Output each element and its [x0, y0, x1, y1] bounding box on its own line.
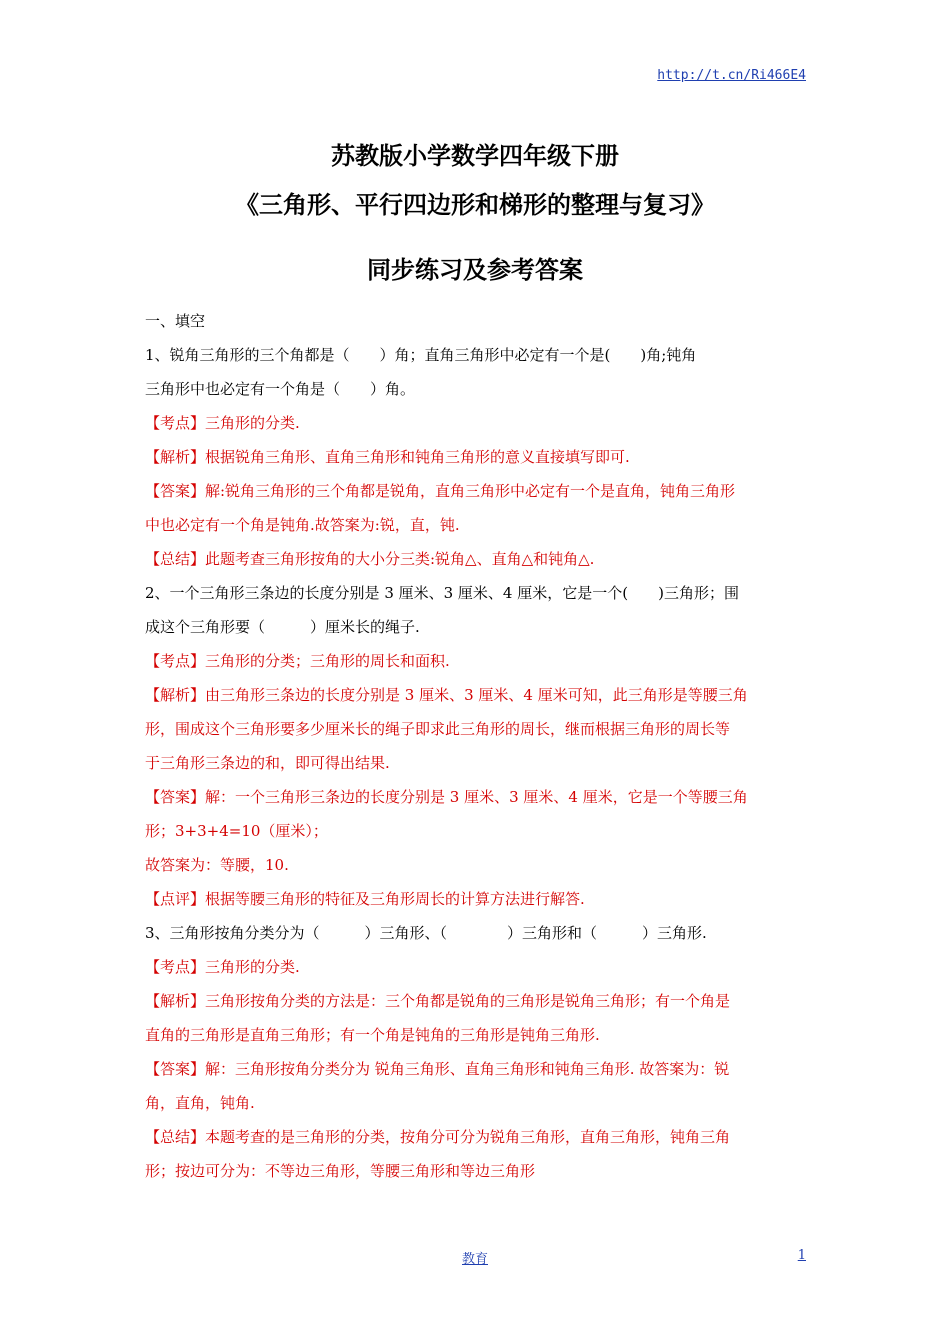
text-line: 【总结】此题考查三角形按角的大小分三类:锐角△、直角△和钝角△.: [145, 550, 595, 568]
text-line: 【答案】解:锐角三角形的三个角都是锐角，直角三角形中必定有一个是直角，钝角三角形: [145, 482, 736, 500]
text-line: 中也必定有一个角是钝角.故答案为:锐，直，钝.: [145, 516, 460, 534]
text-line: 形；按边可分为：不等边三角形，等腰三角形和等边三角形: [145, 1162, 536, 1180]
text-line: 1、锐角三角形的三个角都是（ ）角；直角三角形中必定有一个是( )角;钝角: [145, 346, 697, 364]
title-line-3: 同步练习及参考答案: [367, 256, 583, 284]
text-line: 【答案】解：三角形按角分类分为 锐角三角形、直角三角形和钝角三角形. 故答案为：锐: [145, 1060, 730, 1078]
text-line: 【考点】三角形的分类；三角形的周长和面积.: [145, 652, 450, 670]
page-number: 1: [797, 1248, 806, 1263]
text-line: 形；3+3+4=10（厘米）；: [145, 822, 328, 840]
text-line: 于三角形三条边的和，即可得出结果.: [145, 754, 390, 772]
text-line: 【解析】根据锐角三角形、直角三角形和钝角三角形的意义直接填写即可.: [145, 448, 630, 466]
title-line-1: 苏教版小学数学四年级下册: [331, 142, 619, 170]
footer-link[interactable]: 教育: [461, 1252, 488, 1267]
text-line: 故答案为：等腰，10.: [145, 856, 289, 874]
text-line: 三角形中也必定有一个角是（ ）角。: [145, 380, 416, 398]
text-line: 2、一个三角形三条边的长度分别是 3 厘米、3 厘米、4 厘米，它是一个( )三角形；围: [145, 584, 739, 602]
title-line-2: 《三角形、平行四边形和梯形的整理与复习》: [235, 191, 715, 219]
text-line: 【考点】三角形的分类.: [145, 958, 300, 976]
text-line: 3、三角形按角分类分为（ ）三角形、（ ）三角形和（ ）三角形.: [145, 924, 707, 942]
text-line: 【解析】由三角形三条边的长度分别是 3 厘米、3 厘米、4 厘米可知，此三角形是等腰三角: [145, 686, 748, 704]
text-line: 直角的三角形是直角三角形；有一个角是钝角的三角形是钝角三角形.: [145, 1026, 600, 1044]
text-line: 【点评】根据等腰三角形的特征及三角形周长的计算方法进行解答.: [145, 890, 585, 908]
text-line: 【考点】三角形的分类.: [145, 414, 300, 432]
text-line: 【答案】解：一个三角形三条边的长度分别是 3 厘米、3 厘米、4 厘米，它是一个等腰三角: [145, 788, 748, 806]
header-url-link[interactable]: http://t.cn/Ri466E4: [657, 68, 806, 83]
text-line: 角，直角，钝角.: [145, 1094, 255, 1112]
text-line: 【总结】本题考查的是三角形的分类，按角分可分为锐角三角形，直角三角形，钝角三角: [145, 1128, 731, 1146]
text-line: 成这个三角形要（ ）厘米长的绳子.: [145, 618, 420, 636]
text-line: 形，围成这个三角形要多少厘米长的绳子即求此三角形的周长，继而根据三角形的周长等: [145, 720, 731, 738]
text-line: 【解析】三角形按角分类的方法是：三个角都是锐角的三角形是锐角三角形；有一个角是: [145, 992, 731, 1010]
document-body: [145, 304, 807, 1188]
text-line: 一、填空: [145, 312, 206, 330]
